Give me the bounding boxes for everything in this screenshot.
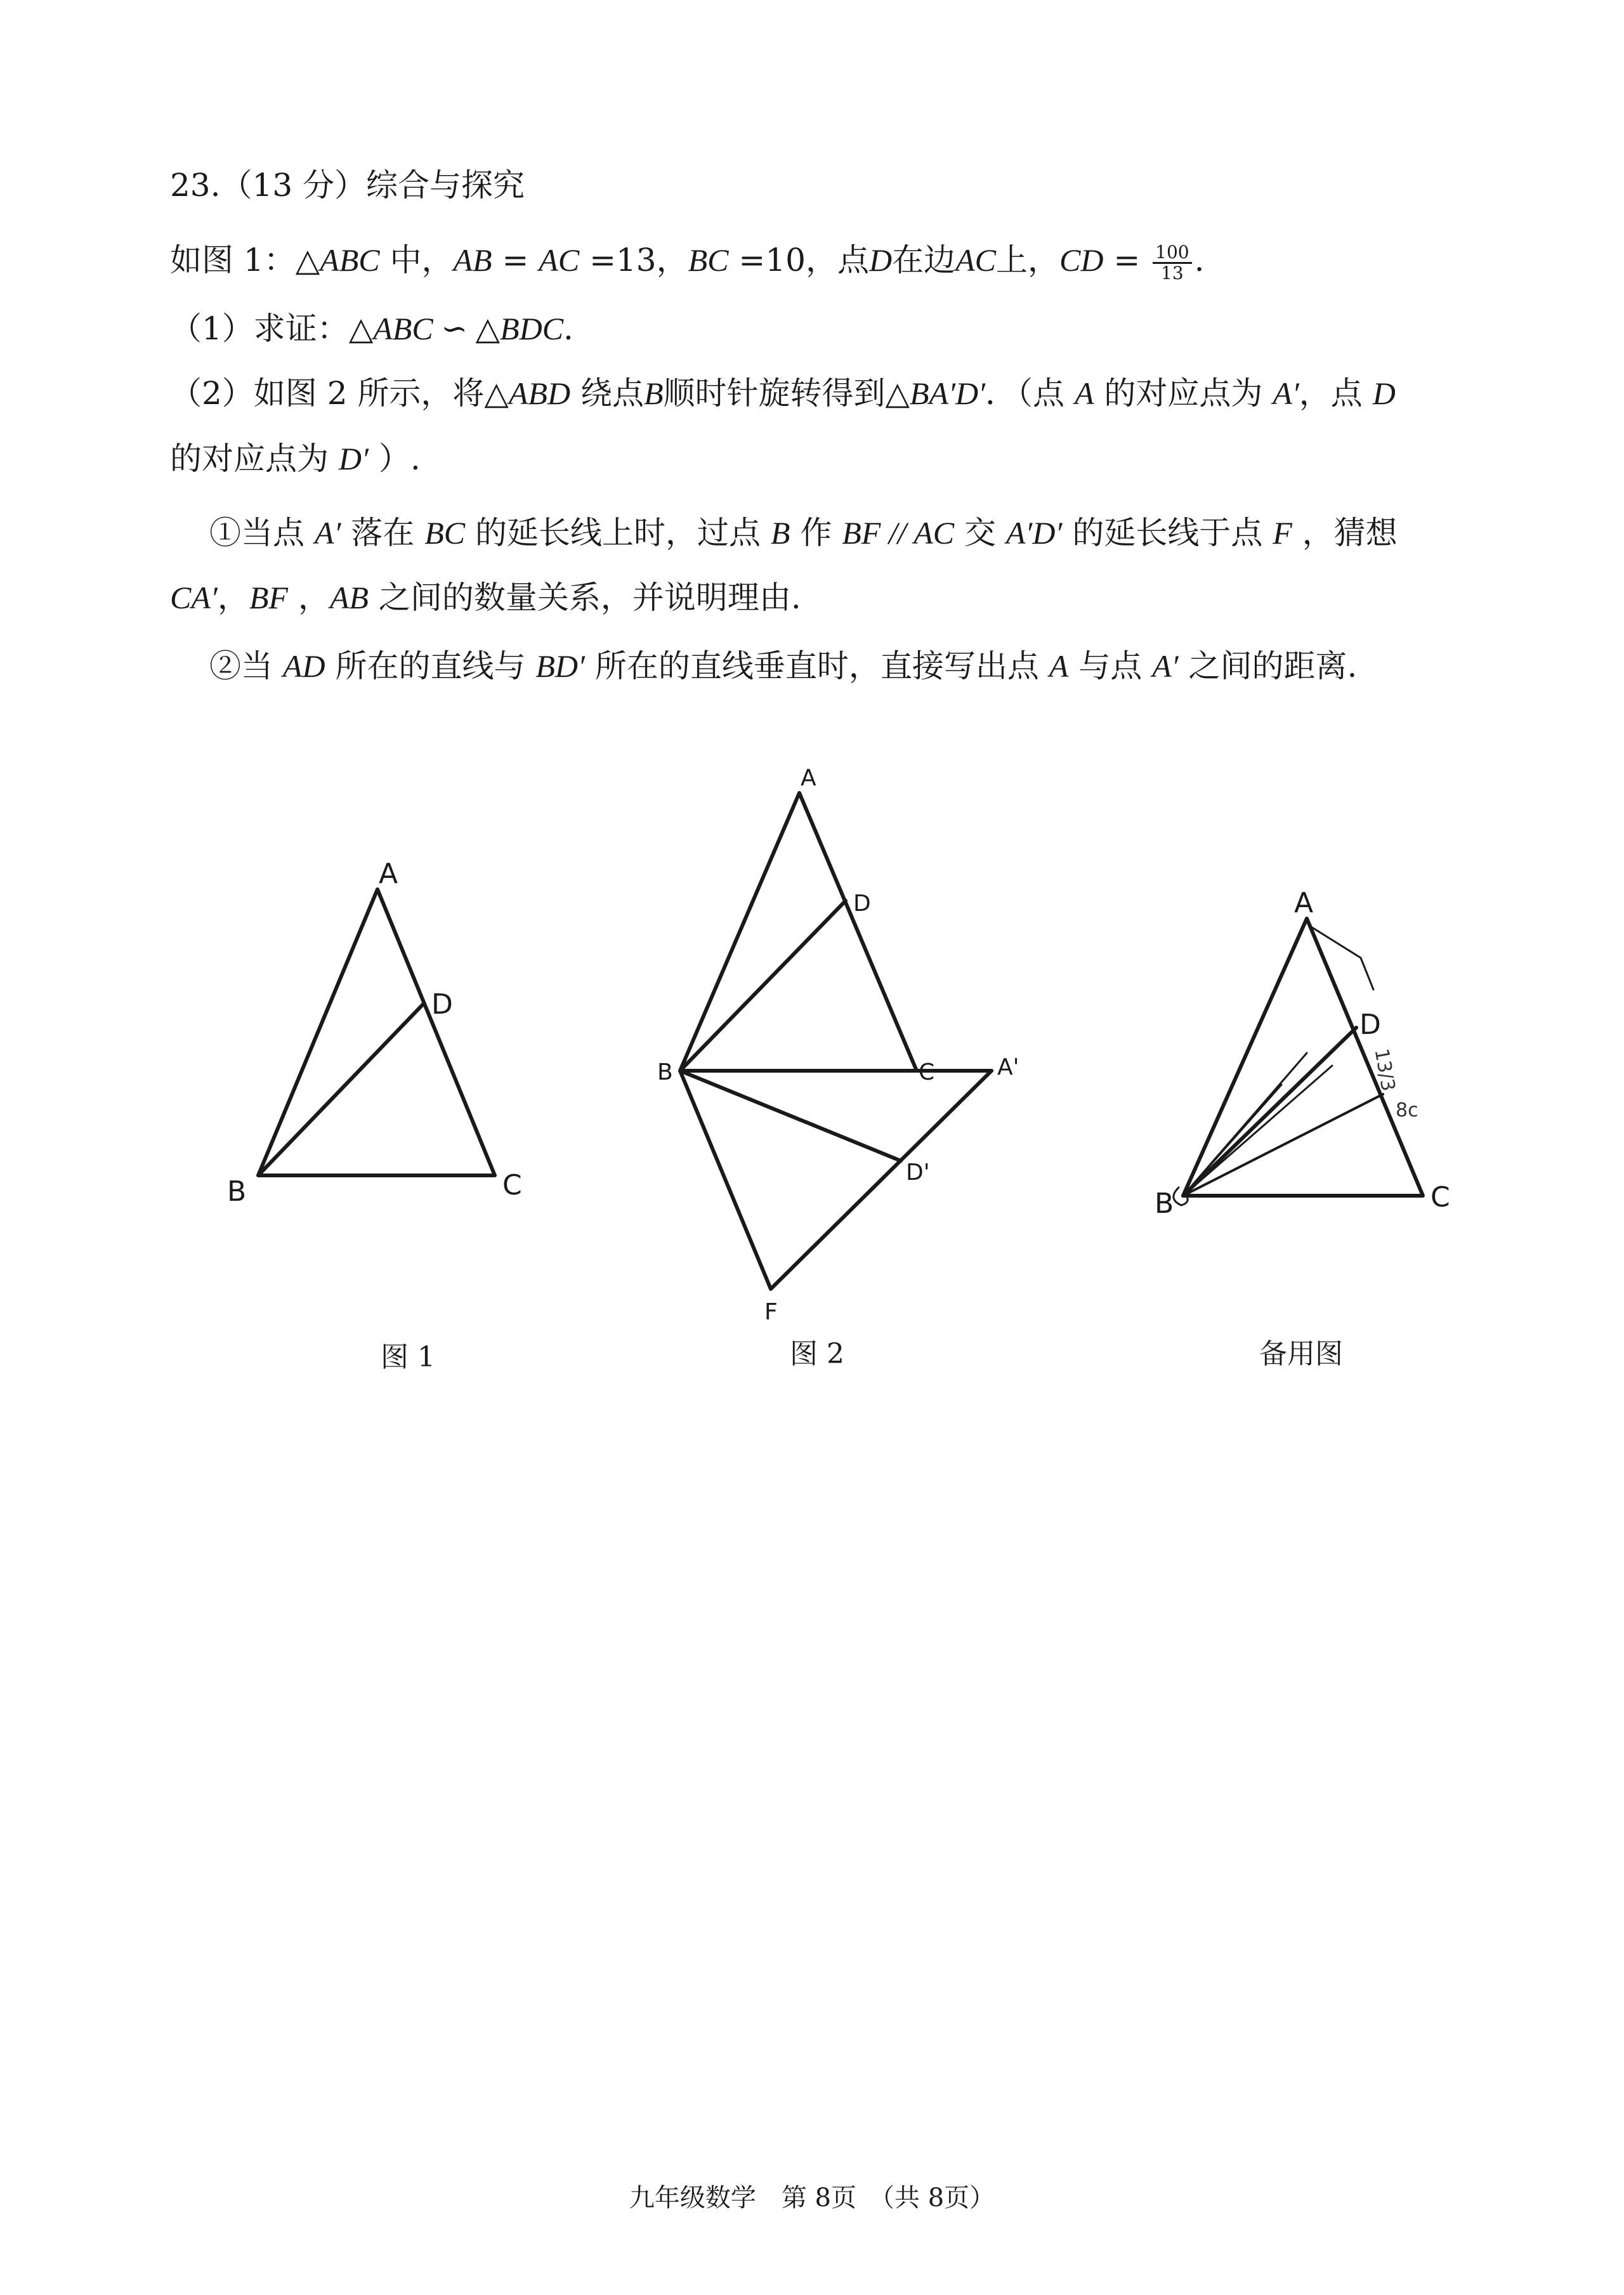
sub1-text: 的延长线上时，过点	[465, 514, 771, 551]
sub1-text: 交	[954, 514, 1006, 551]
fig2-label-a-prime: A'	[997, 1054, 1019, 1080]
fig1-label-a: A	[379, 858, 398, 890]
sub1-text: 作	[790, 514, 842, 551]
stem-eq: =	[492, 242, 539, 278]
fig3-pencil-mark	[1310, 926, 1373, 990]
fig2-label-d: D	[853, 891, 871, 917]
part2-b: B	[643, 376, 664, 411]
stem-text: 如图 1：	[170, 242, 296, 278]
sub1-f: F	[1273, 515, 1292, 551]
part2-a: A	[1074, 376, 1094, 411]
sub1-text: ①当点	[209, 514, 315, 551]
stem-bc: BC	[688, 242, 729, 278]
sub2-text: ②当	[209, 648, 283, 684]
sub1-bf: BF	[249, 580, 288, 615]
part2-tri-ba-d: △BA′D′	[885, 376, 986, 411]
sub2-text: 所在的直线与	[325, 648, 536, 684]
part2-text: 顺时针旋转得到	[663, 375, 886, 412]
stem-text: 上，	[995, 242, 1059, 278]
fig2-label-f: F	[764, 1299, 778, 1325]
fig3-label-b: B	[1155, 1187, 1174, 1220]
fig1-label-d: D	[431, 988, 453, 1021]
part2-text: ，点	[1299, 375, 1373, 412]
sub1-text: 落在	[341, 514, 425, 551]
sub1-a-prime: A′	[314, 515, 341, 551]
part2-tri-abd: △ABD	[484, 376, 571, 411]
part2-text: 的对应点为	[170, 440, 339, 477]
figure-1-lines	[258, 889, 495, 1175]
stem-text: 中，	[379, 242, 454, 278]
sub1-comma: ，	[287, 579, 330, 616]
stem-period: .	[1194, 242, 1205, 278]
stem-triangle-abc: △ABC	[295, 242, 380, 278]
stem-eq2: =	[1103, 242, 1151, 278]
fig3-handwriting-1: 13/3	[1370, 1047, 1399, 1093]
stem-text: 在边	[892, 242, 956, 278]
fraction-numerator: 100	[1153, 243, 1191, 264]
sub1-bc: BC	[424, 515, 466, 551]
part2-text: ．（点	[985, 375, 1075, 412]
fig3-handwriting-3: 8c	[1396, 1099, 1418, 1121]
sub1-text: ，猜想	[1292, 514, 1398, 551]
part1-similar: △ABC ∽ △BDC	[348, 311, 564, 346]
part2-text: （2）如图 2 所示，将	[170, 375, 485, 412]
part2-a-prime: A′	[1273, 376, 1299, 411]
part1-text: （1）求证：	[170, 310, 349, 347]
fig3-pencil-line-3	[1183, 1085, 1281, 1196]
sub1-text: 之间的数量关系，并说明理由.	[368, 579, 801, 616]
sub1-ab: AB	[329, 580, 369, 615]
sub1-bf-parallel-ac: BF // AC	[842, 515, 955, 551]
fig2-label-c: C	[919, 1059, 935, 1085]
part2-d-prime: D′	[338, 441, 369, 476]
stem-ac: AC	[539, 242, 580, 278]
sub1-b: B	[770, 515, 790, 551]
part2-text: 的对应点为	[1094, 375, 1273, 412]
fig2-label-b: B	[657, 1059, 673, 1085]
fig3-label-c: C	[1431, 1181, 1450, 1213]
fig2-label-a: A	[801, 765, 816, 791]
sub2-text: 所在的直线垂直时，直接写出点	[584, 648, 1049, 684]
fig1-caption: 图 1	[381, 1341, 435, 1373]
sub2-text: 之间的距离.	[1178, 648, 1358, 684]
part2-text: ）.	[368, 440, 421, 477]
sub1-ca-prime: CA′	[170, 580, 218, 615]
part2-text: 绕点	[570, 375, 644, 412]
fraction-denominator: 13	[1161, 262, 1184, 284]
part1-period: .	[563, 310, 573, 347]
fig3-label-a: A	[1294, 887, 1314, 919]
sub2-a-prime: A′	[1152, 648, 1179, 684]
fig1-triangle-abc	[258, 889, 495, 1175]
sub2-ad: AD	[282, 648, 325, 684]
fig2-triangle-abc	[680, 793, 917, 1071]
question-heading: 23.（13 分）综合与探究	[170, 167, 525, 204]
stem-cd: CD	[1059, 242, 1104, 278]
fig1-label-c: C	[502, 1169, 522, 1201]
stem-d: D	[868, 242, 893, 278]
sub2-a: A	[1049, 648, 1069, 684]
part2-d: D	[1372, 376, 1396, 411]
fig2-label-d-prime: D'	[906, 1160, 930, 1186]
sub1-a-d-prime: A′D′	[1005, 515, 1063, 551]
sub2-bd-prime: BD′	[535, 648, 585, 684]
figure-2-lines	[680, 793, 992, 1289]
page-footer: 九年级数学 第 8页 （共 8页）	[629, 2183, 995, 2213]
fig2-segment-bd	[680, 901, 846, 1071]
fig1-segment-bd	[258, 1004, 424, 1175]
fig2-caption: 图 2	[790, 1338, 844, 1370]
fig3-segment-bd	[1183, 1028, 1356, 1196]
stem-ac2: AC	[955, 242, 996, 278]
sub2-text: 与点	[1068, 648, 1153, 684]
stem-ab: AB	[453, 242, 492, 278]
fig3-label-d: D	[1359, 1009, 1381, 1041]
sub1-comma: ，	[217, 579, 249, 616]
sub1-text: 的延长线于点	[1062, 514, 1273, 551]
stem-val13: =13，	[579, 242, 688, 278]
stem-val10: =10，点	[728, 242, 869, 278]
fig1-label-b: B	[227, 1175, 247, 1208]
fig2-segment-a-prime-f	[771, 1071, 992, 1289]
fig3-caption: 备用图	[1259, 1338, 1343, 1370]
